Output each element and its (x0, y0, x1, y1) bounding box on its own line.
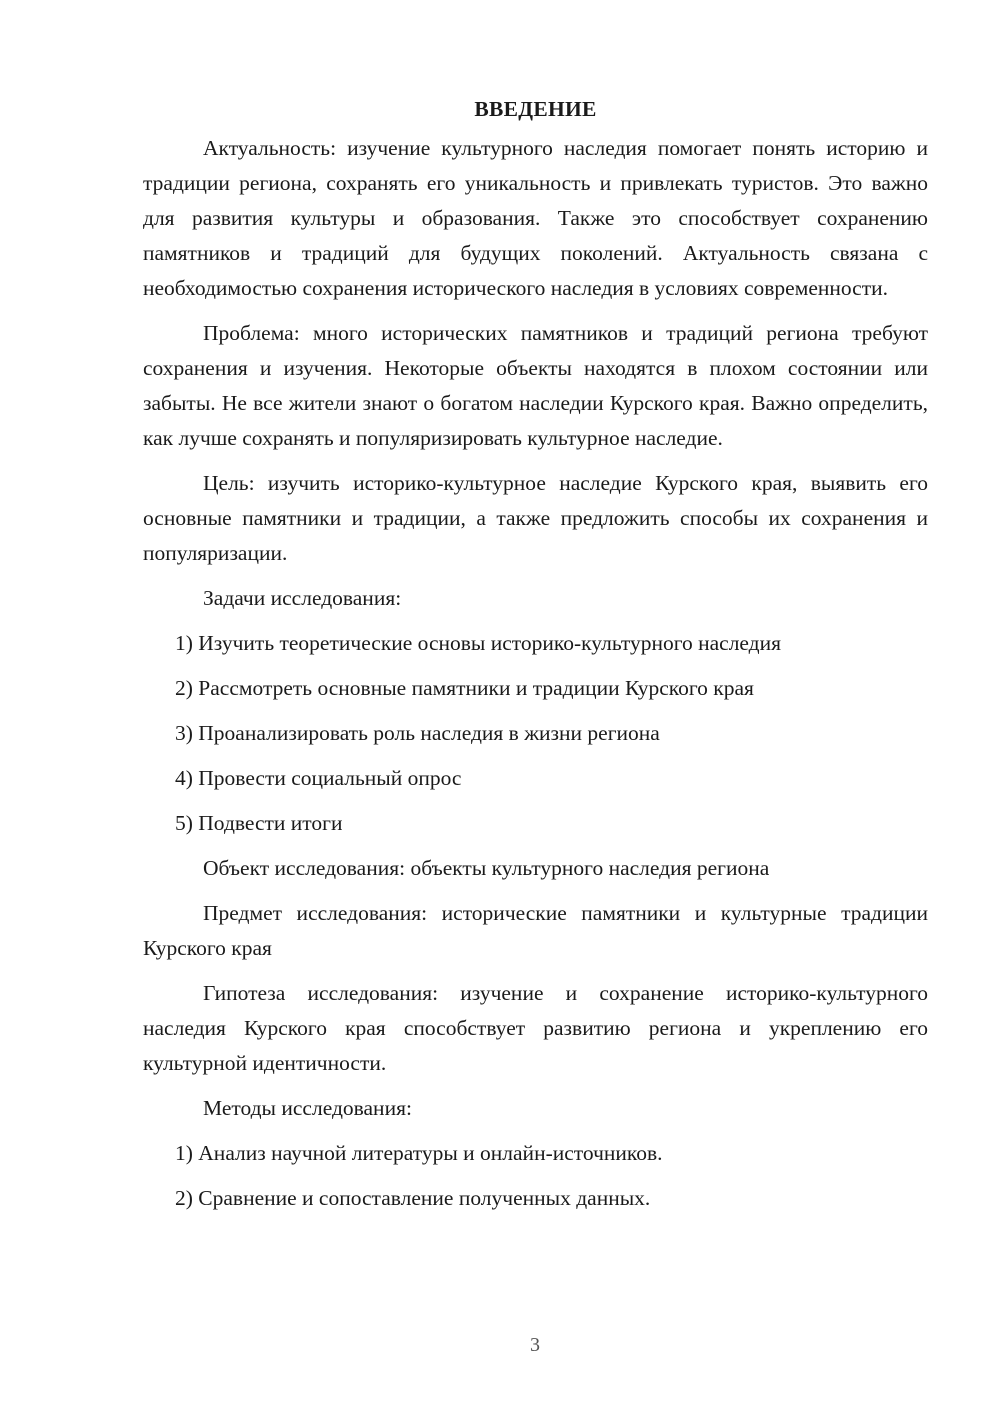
paragraph-object: Объект исследования: объекты культурного наследия региона (203, 856, 770, 880)
list-item-method-2: 2) Сравнение и сопоставление полученных данных. (175, 1186, 651, 1210)
list-item-method-1: 1) Анализ научной литературы и онлайн-источников. (175, 1141, 663, 1165)
paragraph-hypothesis: Гипотеза исследования: изучение и сохранение историко-культурного наследия Курского края способствует развитию региона и укреплению его культурной идентичности. (143, 981, 928, 1075)
tasks-heading: Задачи исследования: (203, 586, 402, 610)
paragraph-subject: Предмет исследования: исторические памятники и культурные традиции Курского края (143, 901, 928, 960)
list-item-task-3: 3) Проанализировать роль наследия в жизни региона (175, 721, 660, 745)
list-item-task-1: 1) Изучить теоретические основы историко-культурного наследия (175, 631, 782, 655)
paragraph-problem: Проблема: много исторических памятников и традиций региона требуют сохранения и изучения. Некоторые объекты находятся в плохом состоянии или забыты. Не все жители знают о богатом наследии Курского края. Важно определить, как лучше сохранять и популяризировать культурное наследие. (143, 321, 928, 450)
list-item-task-2: 2) Рассмотреть основные памятники и традиции Курского края (175, 676, 754, 700)
page-title: ВВЕДЕНИЕ (474, 97, 597, 121)
methods-heading: Методы исследования: (203, 1096, 412, 1120)
list-item-task-5: 5) Подвести итоги (175, 811, 343, 835)
paragraph-relevance: Актуальность: изучение культурного наследия помогает понять историю и традиции региона, сохранять его уникальность и привлекать туристов. Это важно для развития культуры и образования. Также это способствует сохранению памятников и традиций для будущих поколений. Актуальность связана с необходимостью сохранения исторического наследия в условиях современности. (143, 136, 928, 300)
page-number: 3 (530, 1334, 540, 1356)
paragraph-goal: Цель: изучить историко-культурное наследие Курского края, выявить его основные памятники и традиции, а также предложить способы их сохранения и популяризации. (143, 471, 928, 565)
list-item-task-4: 4) Провести социальный опрос (175, 766, 462, 790)
page-content (143, 92, 928, 1226)
